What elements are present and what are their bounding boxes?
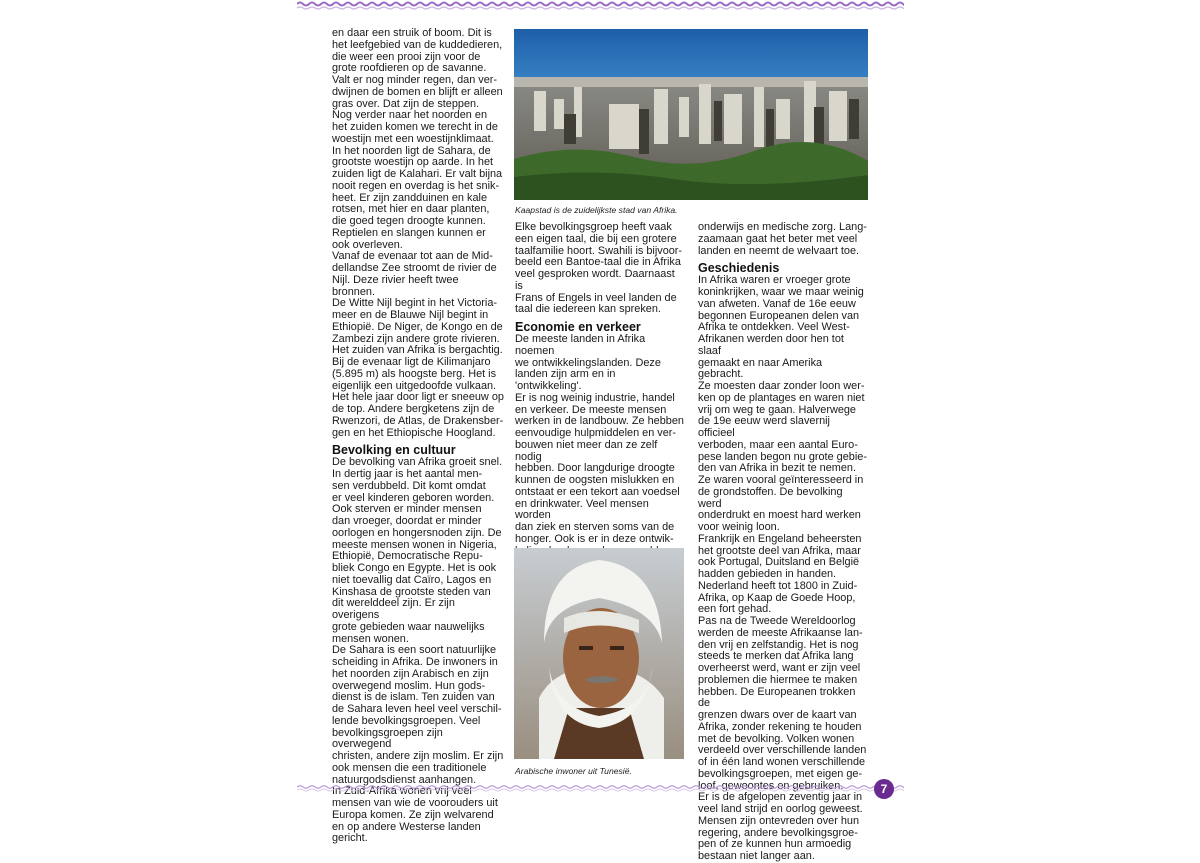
caption-cape-town: Kaapstad is de zuidelijkste stad van Afrika.	[515, 205, 678, 215]
paragraph-geschiedenis: In Afrika waren er vroeger grote koninkrijken, waar we maar weinig van afweten. Vanaf de 16e eeuw begonnen Europeanen delen van Afrika te ontdekken. Veel West- Afrikanen werden door hen tot slaaf gemaakt en naar Amerika gebracht. Ze moesten daar zonder loon wer- ken op de plantages en waren niet vrij om weg te gaan. Halverwege de 19e eeuw werd slavernij officieel verboden, maar een aantal Euro- pese landen begon nu grote gebie- den van Afrika in bezit te nemen. Ze waren vooral geïnteresseerd in de grondstoffen. De bevolking werd onderdrukt en moest hard werken voor weinig loon. Frankrijk en Engeland beheersten het grootste deel van Afrika, maar ook Portugal, Duitsland en België hadden gebieden in handen. Nederland heeft tot 1800 in Zuid- Afrika, op Kaap de Goede Hoop, een fort gehad. Pas na de Tweede Wereldoorlog werden de meeste Afrikaanse lan- den vrij en zelfstandig. Het is nog steeds te merken dat Afrika lang overheerst werd, want er zijn veel problemen die hiermee te maken hebben. De Europeanen trokken de grenzen dwars over de kaart van Afrika, zonder rekening te houden met de bevolking. Volken wonen verdeeld over verschillende landen of in één land wonen verschillende bevolkingsgroepen, met eigen ge- loof, gewoontes en gebruiken. Er is de afgelopen zeventig jaar in veel land strijd en oorlog geweest. Mensen zijn ontevreden over hun regering, andere bevolkingsgroe- pen of ze kunnen hun armoedig bestaan niet langer aan.	[698, 274, 867, 862]
caption-tunisian-man: Arabische inwoner uit Tunesië.	[515, 766, 632, 776]
paragraph-language: Elke bevolkingsgroep heeft vaak een eigen taal, die bij een grotere taalfamilie hoort. Swahili is bijvoor- beeld een Bantoe-taal die in Afrika veel gesproken wordt. Daarnaast is Frans of Engels in veel landen de taal die iedereen kan spreken.	[515, 221, 683, 316]
heading-bevolking: Bevolking en cultuur	[332, 443, 456, 458]
bottom-wave-border	[297, 782, 904, 794]
paragraph-welvaart: onderwijs en medische zorg. Lang- zaamaan gaat het beter met veel landen en neemt de welvaart toe.	[698, 221, 867, 257]
textbook-page	[297, 0, 904, 862]
photo-cape-town	[514, 29, 868, 200]
page-number-badge: 7	[874, 779, 894, 799]
paragraph-economie: De meeste landen in Afrika noemen we ontwikkelingslanden. Deze landen zijn arm en in 'ontwikkeling'. Er is nog weinig industrie, handel en verkeer. De meeste mensen werken in de landbouw. Ze hebben eenvoudige hulpmiddelen en ver- bouwen niet meer dan ze zelf nodig hebben. Door langdurige droogte kunnen de oogsten mislukken en ontstaat er een tekort aan voedsel en drinkwater. Veel mensen worden dan ziek en sterven soms van de honger. Ook is er in deze ontwik-	[515, 333, 684, 545]
top-wave-border	[297, 0, 904, 12]
text-column-3	[698, 222, 868, 863]
heading-geschiedenis: Geschiedenis	[698, 261, 780, 276]
text-column-1	[332, 28, 504, 845]
heading-economie: Economie en verkeer	[515, 320, 641, 334]
paragraph-landscape: en daar een struik of boom. Dit is het leefgebied van de kuddedieren, die weer een prooi zijn voor de grote roofdieren op de savanne. Valt er nog minder regen, dan ver- dwijnen de bomen en blijft er alleen gras over. Dat zijn de steppen. Nog verder naar het noorden en het zuiden komen we terecht in de woestijn met een woestijnklimaat. In het noorden ligt de Sahara, de grootste woestijn op aarde. In het zuiden ligt de Kalahari. Er valt bijna nooit regen en overdag is het snik- heet. Er zijn zandduinen en kale rotsen, met hier en daar planten, die goed tegen droogte kunnen. Reptielen en slangen kunnen er ook overleven. Vanaf de evenaar tot aan de Mid- dellandse Zee stroomt de rivier de Nijl. Deze rivier heeft twee bronnen. De Witte Nijl begint in het Victoria- meer en de Blauwe Nijl begint in Ethiopië. De Niger, de Kongo en de Zambezi zijn andere grote rivieren. Het zuiden van Afrika is bergachtig. Bij de evenaar ligt de Kilimanjaro (5.895 m) als hoogste berg. Het is eigenlijk een uitgedoofde vulkaan. Het hele jaar door ligt er sneeuw op de top. Andere bergketens zijn de Rwenzori, de Atlas, de Drakensber- gen en het Ethiopische Hoogland.	[332, 27, 504, 439]
photo-tunisian-man	[514, 548, 684, 759]
paragraph-bevolking: De bevolking van Afrika groeit snel. In dertig jaar is het aantal men- sen verdubbeld. Dit komt omdat er veel kinderen geboren worden. Ook sterven er minder mensen dan vroeger, doordat er minder oorlogen en hongersnoden zijn. De meeste mensen wonen in Nigeria, Ethiopië, Democratische Repu- bliek Congo en Egypte. Het is ook niet toevallig dat Caïro, Lagos en Kinshasa de grootste steden van dit werelddeel zijn. Er zijn overigens grote gebieden waar nauwelijks mensen wonen. De Sahara is een soort natuurlijke scheiding in Afrika. De inwoners in het noorden zijn Arabisch en zijn overwegend moslim. Hun gods- dienst is de islam. Ten zuiden van de Sahara leven heel veel verschil- lende bevolkingsgroepen. Veel bevolkingsgroepen zijn overwegend christen, andere zijn moslim. Er zijn ook mensen die een traditionele natuurgodsdienst aanhangen. In Zuid-Afrika wonen vrij veel mensen van wie de voorouders uit Europa komen. Ze zijn welvarend en op andere Westerse landen gericht.	[332, 456, 504, 845]
